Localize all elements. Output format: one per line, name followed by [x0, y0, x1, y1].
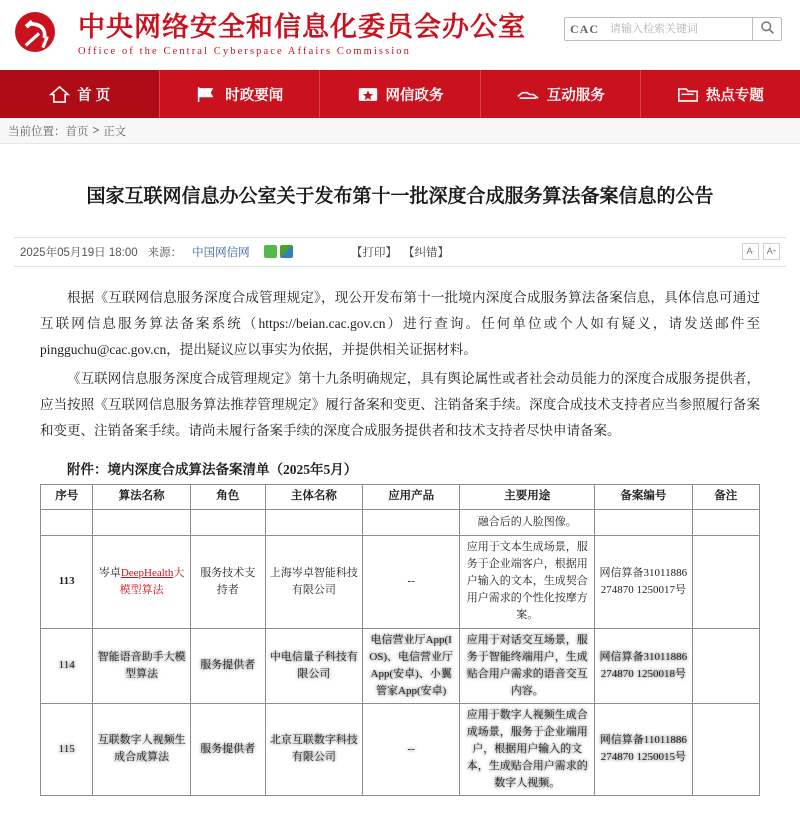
cell-algorithm-name: 互联数字人视频生成合成算法	[93, 703, 190, 795]
cac-logo-icon: CAC	[564, 17, 604, 41]
col-product: 应用产品	[363, 485, 460, 510]
font-size-controls[interactable]	[742, 243, 780, 260]
cell-entity-name	[265, 510, 362, 536]
wechat-icon[interactable]	[264, 245, 277, 258]
cell-product: --	[363, 703, 460, 795]
folder-icon	[677, 85, 699, 104]
cell-algorithm-name	[93, 536, 190, 628]
site-title-cn: 中央网络安全和信息化委员会办公室	[78, 11, 526, 42]
home-icon	[49, 85, 70, 104]
cell-role	[190, 510, 265, 536]
algorithm-table-zone	[14, 484, 786, 795]
cell-seq: 115	[41, 703, 93, 795]
col-role: 角色	[190, 485, 265, 510]
cell-remark	[692, 510, 759, 536]
cpc-emblem-icon	[14, 10, 72, 60]
page-title: 国家互联网信息办公室关于发布第十一批深度合成服务算法备案信息的公告	[86, 186, 714, 207]
handshake-icon	[516, 85, 540, 104]
meta-left	[20, 244, 293, 260]
share-multi-icon[interactable]	[280, 245, 293, 258]
print-button[interactable]: 【打印】	[351, 246, 397, 259]
cell-filing-number: 网信算备11011886274870 1250015号	[595, 703, 692, 795]
search-area[interactable]	[564, 17, 782, 41]
cell-seq	[41, 510, 93, 536]
col-algorithm-name: 算法名称	[93, 485, 190, 510]
site-header	[0, 0, 800, 70]
article-actions[interactable]	[351, 244, 449, 260]
main-nav[interactable]	[0, 70, 800, 118]
cell-main-use: 融合后的人脸图像。	[460, 510, 595, 536]
article-meta-bar	[14, 237, 786, 267]
cell-algorithm-name	[93, 510, 190, 536]
cell-entity-name: 中电信量子科技有限公司	[265, 628, 362, 703]
table-row	[41, 703, 760, 795]
cell-main-use: 应用于对话交互场景，服务于智能终端用户，生成贴合用户需求的语音交互内容。	[460, 628, 595, 703]
correction-button[interactable]: 【纠错】	[403, 246, 449, 259]
col-remark: 备注	[692, 485, 759, 510]
article-body	[14, 267, 786, 445]
nav-label-affairs: 网信政务	[385, 87, 444, 104]
nav-label-news: 时政要闻	[225, 87, 284, 104]
cell-filing-number: 网信算备31011886274870 1250017号	[595, 536, 692, 628]
breadcrumb	[0, 118, 800, 144]
cell-entity-name: 北京互联数字科技有限公司	[265, 703, 362, 795]
search-icon	[760, 20, 775, 38]
font-decrease-button[interactable]: A -	[742, 243, 759, 260]
nav-label-home: 首 页	[77, 87, 111, 104]
breadcrumb-item-current[interactable]: 正文	[103, 125, 127, 138]
cell-entity-name: 上海岑卓智能科技有限公司	[265, 536, 362, 628]
cell-role: 服务提供者	[190, 628, 265, 703]
table-row	[41, 536, 760, 628]
table-row	[41, 628, 760, 703]
source-label: 来源：	[147, 246, 183, 259]
share-icons[interactable]	[264, 245, 293, 258]
article-container	[0, 144, 800, 796]
search-button[interactable]	[752, 17, 782, 41]
publish-datetime: 2025年05月19日 18:00	[20, 246, 138, 259]
algorithm-name-tail: 大模型算法	[119, 566, 185, 596]
cell-main-use: 应用于数字人视频生成合成场景，服务于企业端用户，根据用户输入的文本，生成贴合用户需求的数字人视频。	[460, 703, 595, 795]
algorithm-name-text: 岑卓DeepHealth大模型算法	[98, 566, 185, 596]
flag-icon	[196, 85, 218, 104]
cell-seq: 114	[41, 628, 93, 703]
breadcrumb-item-home[interactable]: 首页	[65, 125, 89, 138]
star-badge-icon	[357, 85, 379, 104]
font-increase-button[interactable]: A +	[763, 243, 780, 260]
col-entity-name: 主体名称	[265, 485, 362, 510]
cell-filing-number: 网信算备31011886274870 1250018号	[595, 628, 692, 703]
nav-item-affairs[interactable]	[320, 70, 480, 118]
nav-item-home[interactable]	[0, 70, 160, 118]
cell-product	[363, 510, 460, 536]
table-header-row	[41, 485, 760, 510]
cell-algorithm-name: 智能语音助手大模型算法	[93, 628, 190, 703]
search-input[interactable]	[604, 17, 752, 41]
col-main-use: 主要用途	[460, 485, 595, 510]
breadcrumb-prefix: 当前位置：	[8, 125, 66, 138]
site-title-block	[78, 13, 526, 58]
cell-product: --	[363, 536, 460, 628]
cell-product: 电信营业厅App(IOS)、电信营业厅App(安卓)、小翼管家App(安卓)	[363, 628, 460, 703]
source-name[interactable]: 中国网信网	[192, 246, 250, 259]
cell-remark	[692, 536, 759, 628]
article-paragraph-2: 《互联网信息服务深度合成管理规定》第十九条明确规定，具有舆论属性或者社会动员能力的深度合成服务提供者，应当按照《互联网信息服务算法推荐管理规定》履行备案和变更、注销备案手续。深度合成技术支持者应当参照履行备案和变更、注销备案手续。请尚未履行备案手续的深度合成服务提供者和技术支持者尽快申请备案。	[40, 370, 760, 439]
attachment-title: 附件：境内深度合成算法备案清单（2025年5月）	[67, 462, 358, 478]
cell-main-use: 应用于文本生成场景，服务于企业端客户，根据用户输入的文本，生成契合用户需求的个性化按摩方案。	[460, 536, 595, 628]
nav-label-topics: 热点专题	[705, 87, 764, 104]
nav-item-topics[interactable]	[641, 70, 800, 118]
nav-label-services: 互动服务	[546, 87, 605, 104]
cell-role: 服务提供者	[190, 703, 265, 795]
col-filing-number: 备案编号	[595, 485, 692, 510]
table-row	[41, 510, 760, 536]
col-seq: 序号	[41, 485, 93, 510]
cell-seq: 113	[41, 536, 93, 628]
nav-item-services[interactable]	[481, 70, 641, 118]
site-title-en: Office of the Central Cyberspace Affairs Commission	[78, 46, 411, 58]
cell-remark	[692, 703, 759, 795]
cell-role: 服务技术支持者	[190, 536, 265, 628]
cell-filing-number	[595, 510, 692, 536]
breadcrumb-separator: >	[92, 124, 100, 137]
algorithm-brand-text: DeepHealth	[120, 566, 174, 579]
algorithm-filing-table	[40, 484, 760, 795]
article-paragraph-1: 根据《互联网信息服务深度合成管理规定》，现公开发布第十一批境内深度合成服务算法备案信息，具体信息可通过互联网信息服务算法备案系统（https://beian.cac.gov.cn）进行查询。任何单位或个人如有疑义，请发送邮件至pingguchu@cac.gov.cn，提出疑议应以事实为依据，并提供相关证据材料。	[40, 289, 760, 358]
nav-item-news[interactable]	[160, 70, 320, 118]
cell-remark	[692, 628, 759, 703]
